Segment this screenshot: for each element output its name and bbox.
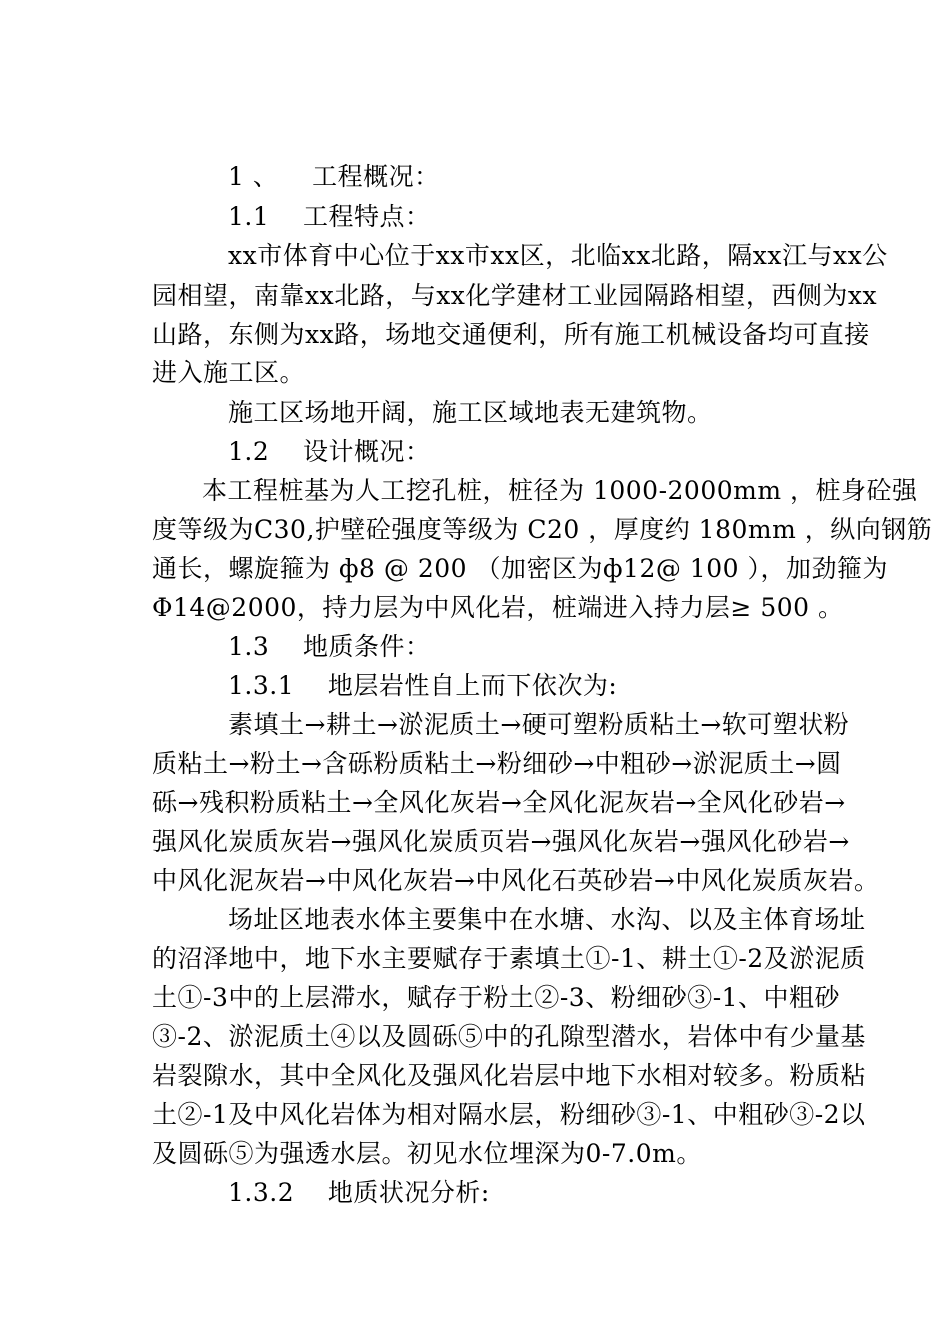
subsection-heading-1-3-1: 1.3.1 地层岩性自上而下依次为: [228,671,618,700]
paragraph-line: 园相望，南靠xx北路，与xx化学建材工业园隔路相望，西侧为xx [152,281,878,310]
paragraph-line: 通长，螺旋箍为 ф8 @ 200 （加密区为ф12@ 100 ），加劲箍为 [152,554,888,583]
paragraph-line: 进入施工区。 [152,358,306,387]
paragraph-line: 施工区场地开阔，施工区域地表无建筑物。 [228,398,713,427]
paragraph-line: 及圆砾⑤为强透水层。初见水位埋深为0-7.0m。 [152,1139,702,1168]
subsection-heading-1-2: 1.2 设计概况： [228,437,431,466]
paragraph-line: 山路，东侧为xx路，场地交通便利，所有施工机械设备均可直接 [152,320,870,349]
subsection-heading-1-3-2: 1.3.2 地质状况分析: [228,1178,490,1207]
paragraph-line: xx市体育中心位于xx市xx区，北临xx北路，隔xx江与xx公 [228,241,888,270]
paragraph-line: 本工程桩基为人工挖孔桩，桩径为 1000-2000mm ，桩身砼强 [202,476,918,505]
subsection-heading-1-1: 1.1 工程特点： [228,202,431,231]
paragraph-line: ③-2、淤泥质土④以及圆砾⑤中的孔隙型潜水，岩体中有少量基 [152,1022,866,1051]
paragraph-line: 岩裂隙水，其中全风化及强风化岩层中地下水相对较多。粉质粘 [152,1061,867,1090]
section-heading-1: 1 、 工程概况： [228,162,440,191]
paragraph-line: 质粘土→粉土→含砾粉质粘土→粉细砂→中粗砂→淤泥质土→圆 [152,749,842,778]
paragraph-line: Φ14@2000，持力层为中风化岩，桩端进入持力层≥ 500 。 [152,593,844,622]
paragraph-line: 土①-3中的上层滞水，赋存于粉土②-3、粉细砂③-1、中粗砂 [152,983,841,1012]
paragraph-line: 度等级为C30,护壁砼强度等级为 C20 ，厚度约 180mm ，纵向钢筋 [152,515,933,544]
paragraph-line: 素填土→耕土→淤泥质土→硬可塑粉质粘土→软可塑状粉 [228,710,850,739]
paragraph-line: 中风化泥灰岩→中风化灰岩→中风化石英砂岩→中风化炭质灰岩。 [152,866,880,895]
subsection-heading-1-3: 1.3 地质条件： [228,632,431,661]
paragraph-line: 土②-1及中风化岩体为相对隔水层，粉细砂③-1、中粗砂③-2以 [152,1100,866,1129]
paragraph-line: 场址区地表水体主要集中在水塘、水沟、以及主体育场址 [228,905,866,934]
paragraph-line: 的沼泽地中，地下水主要赋存于素填土①-1、耕土①-2及淤泥质 [152,944,866,973]
paragraph-line: 砾→残积粉质粘土→全风化灰岩→全风化泥灰岩→全风化砂岩→ [152,788,846,817]
paragraph-line: 强风化炭质灰岩→强风化炭质页岩→强风化灰岩→强风化砂岩→ [152,827,850,856]
